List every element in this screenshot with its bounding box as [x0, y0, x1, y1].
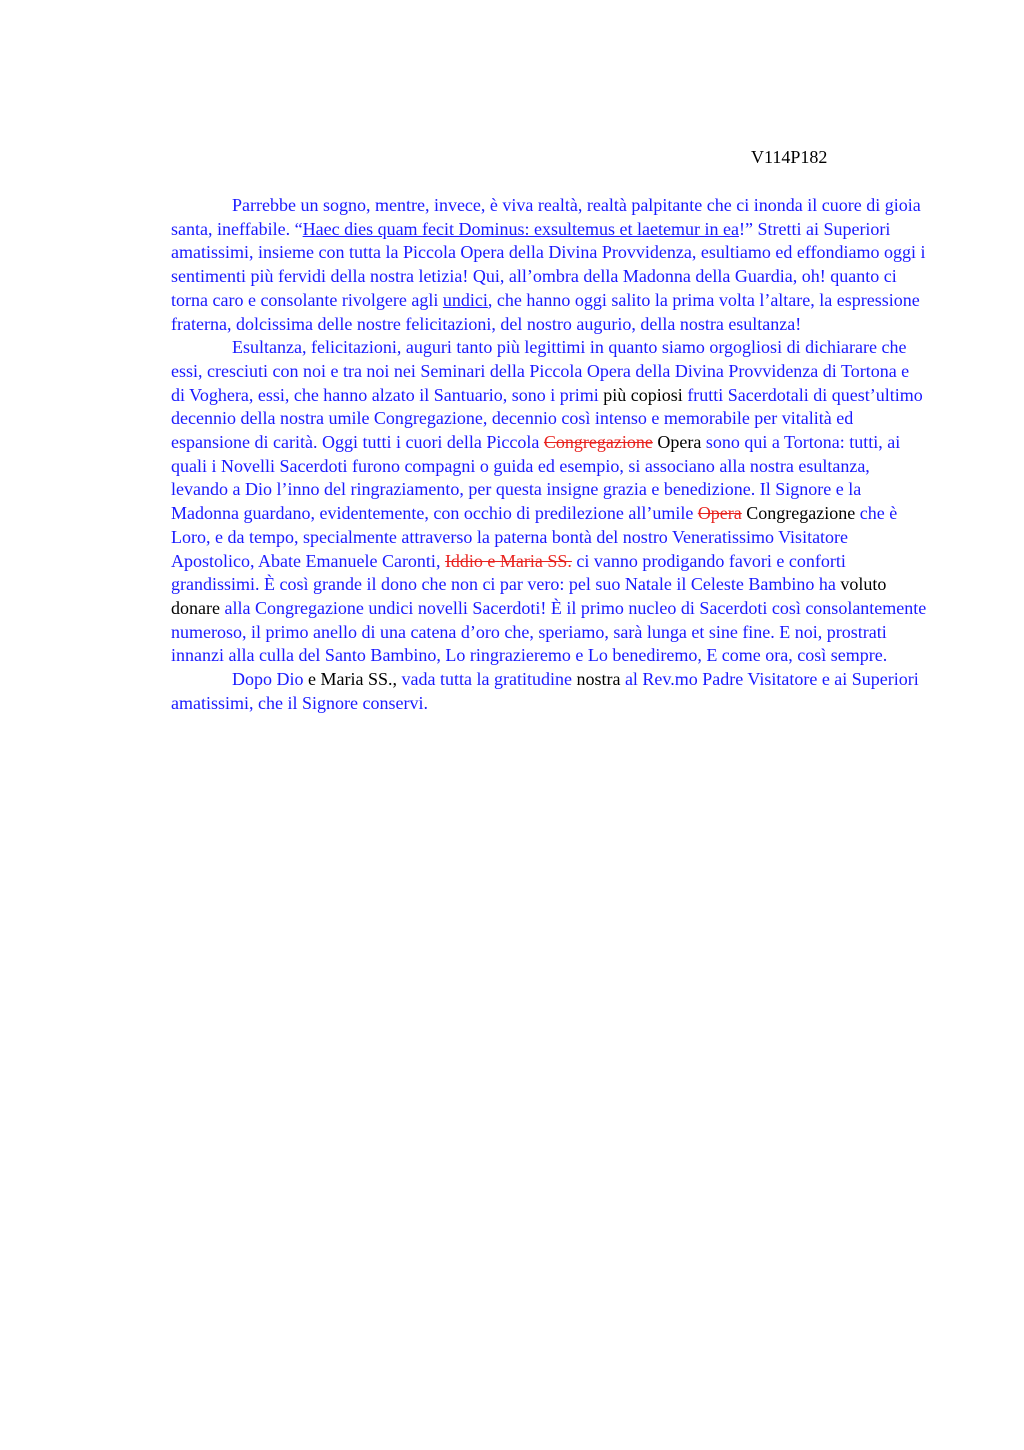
paragraph-1	[171, 194, 927, 336]
text-segment: che è Loro, e da tempo, specialmente attraverso la paterna bontà del nostro Veneratissimo Visitatore Apostolico, Abate Emanuele Caronti,	[171, 503, 898, 571]
text-segment: Esultanza, felicitazioni, auguri tanto più legittimi in quanto siamo orgogliosi di dichiarare che essi, cresciuti con noi e tra noi nei Seminari della Piccola Opera della Divina Provvidenza di Tortona e di Voghera, essi, che hanno alzato il Santuario, sono i primi	[171, 337, 910, 405]
inserted-text: più copiosi	[603, 384, 683, 405]
page-identifier: V114P182	[751, 147, 828, 167]
underlined-text: Haec dies quam fecit Dominus: exsultemus et laetemur in ea	[302, 218, 739, 239]
text-segment: ci vanno prodigando favori e conforti grandissimi. È così grande il dono che non ci par vero: pel suo Natale il Celeste Bambino ha	[171, 550, 846, 595]
text-segment: alla Congregazione undici novelli Sacerdoti! È il primo nucleo di Sacerdoti così consolantemente numeroso, il primo anello di una catena d’oro che, speriamo, sarà lunga et sine fine. E noi, prostrati innanzi alla culla del Santo Bambino, Lo ringrazieremo e Lo benediremo, E come ora, così sempre.	[171, 597, 927, 666]
inserted-text: voluto donare	[171, 574, 887, 618]
text-segment: sono qui a Tortona: tutti, ai quali i Novelli Sacerdoti furono compagni o guida ed esempio, si associano alla nostra esultanza, levando a Dio l’inno del ringraziamento, per questa insigne grazia e benedizione. Il Signore e la Madonna guardano, evidentemente, con occhio di predilezione all’umile	[171, 432, 901, 524]
paragraph-2	[171, 336, 927, 668]
paragraph-3	[171, 668, 927, 715]
inserted-text: Opera	[657, 432, 702, 453]
text-segment: !” Stretti ai Superiori amatissimi, insieme con tutta la Piccola Opera della Divina Provvidenza, esultiamo ed effondiamo oggi i sentimenti più fervidi della nostra letizia! Qui, all’ombra della Madonna della Guardia, oh! quanto ci torna caro e consolante rivolgere agli	[171, 218, 926, 310]
text-segment: , che hanno oggi salito la prima volta l’altare, la espressione fraterna, dolcissima delle nostre felicitazioni, del nostro augurio, della nostra esultanza!	[171, 289, 920, 334]
document-body	[171, 194, 927, 715]
deleted-text: Opera	[697, 503, 742, 524]
text-segment: Dopo Dio	[232, 669, 308, 690]
inserted-text: Congregazione	[746, 503, 856, 524]
text-segment: Parrebbe un sogno, mentre, invece, è viva realtà, realtà palpitante che ci inonda il cuore di gioia santa, ineffabile. “	[171, 195, 921, 239]
inserted-text: nostra	[576, 669, 621, 690]
text-segment: al Rev.mo Padre Visitatore e ai Superiori amatissimi, che il Signore conservi.	[171, 669, 919, 713]
deleted-text: Congregazione	[543, 432, 653, 453]
inserted-text: e Maria SS.,	[308, 669, 397, 690]
text-segment: vada tutta la gratitudine	[397, 669, 577, 690]
text-segment: frutti Sacerdotali di quest’ultimo decennio della nostra umile Congregazione, decennio così intenso e memorabile per vitalità ed espansione di carità. Oggi tutti i cuori della Piccola	[171, 384, 923, 453]
underlined-text: undici	[442, 289, 488, 310]
deleted-text: Iddio e Maria SS.	[444, 550, 572, 571]
